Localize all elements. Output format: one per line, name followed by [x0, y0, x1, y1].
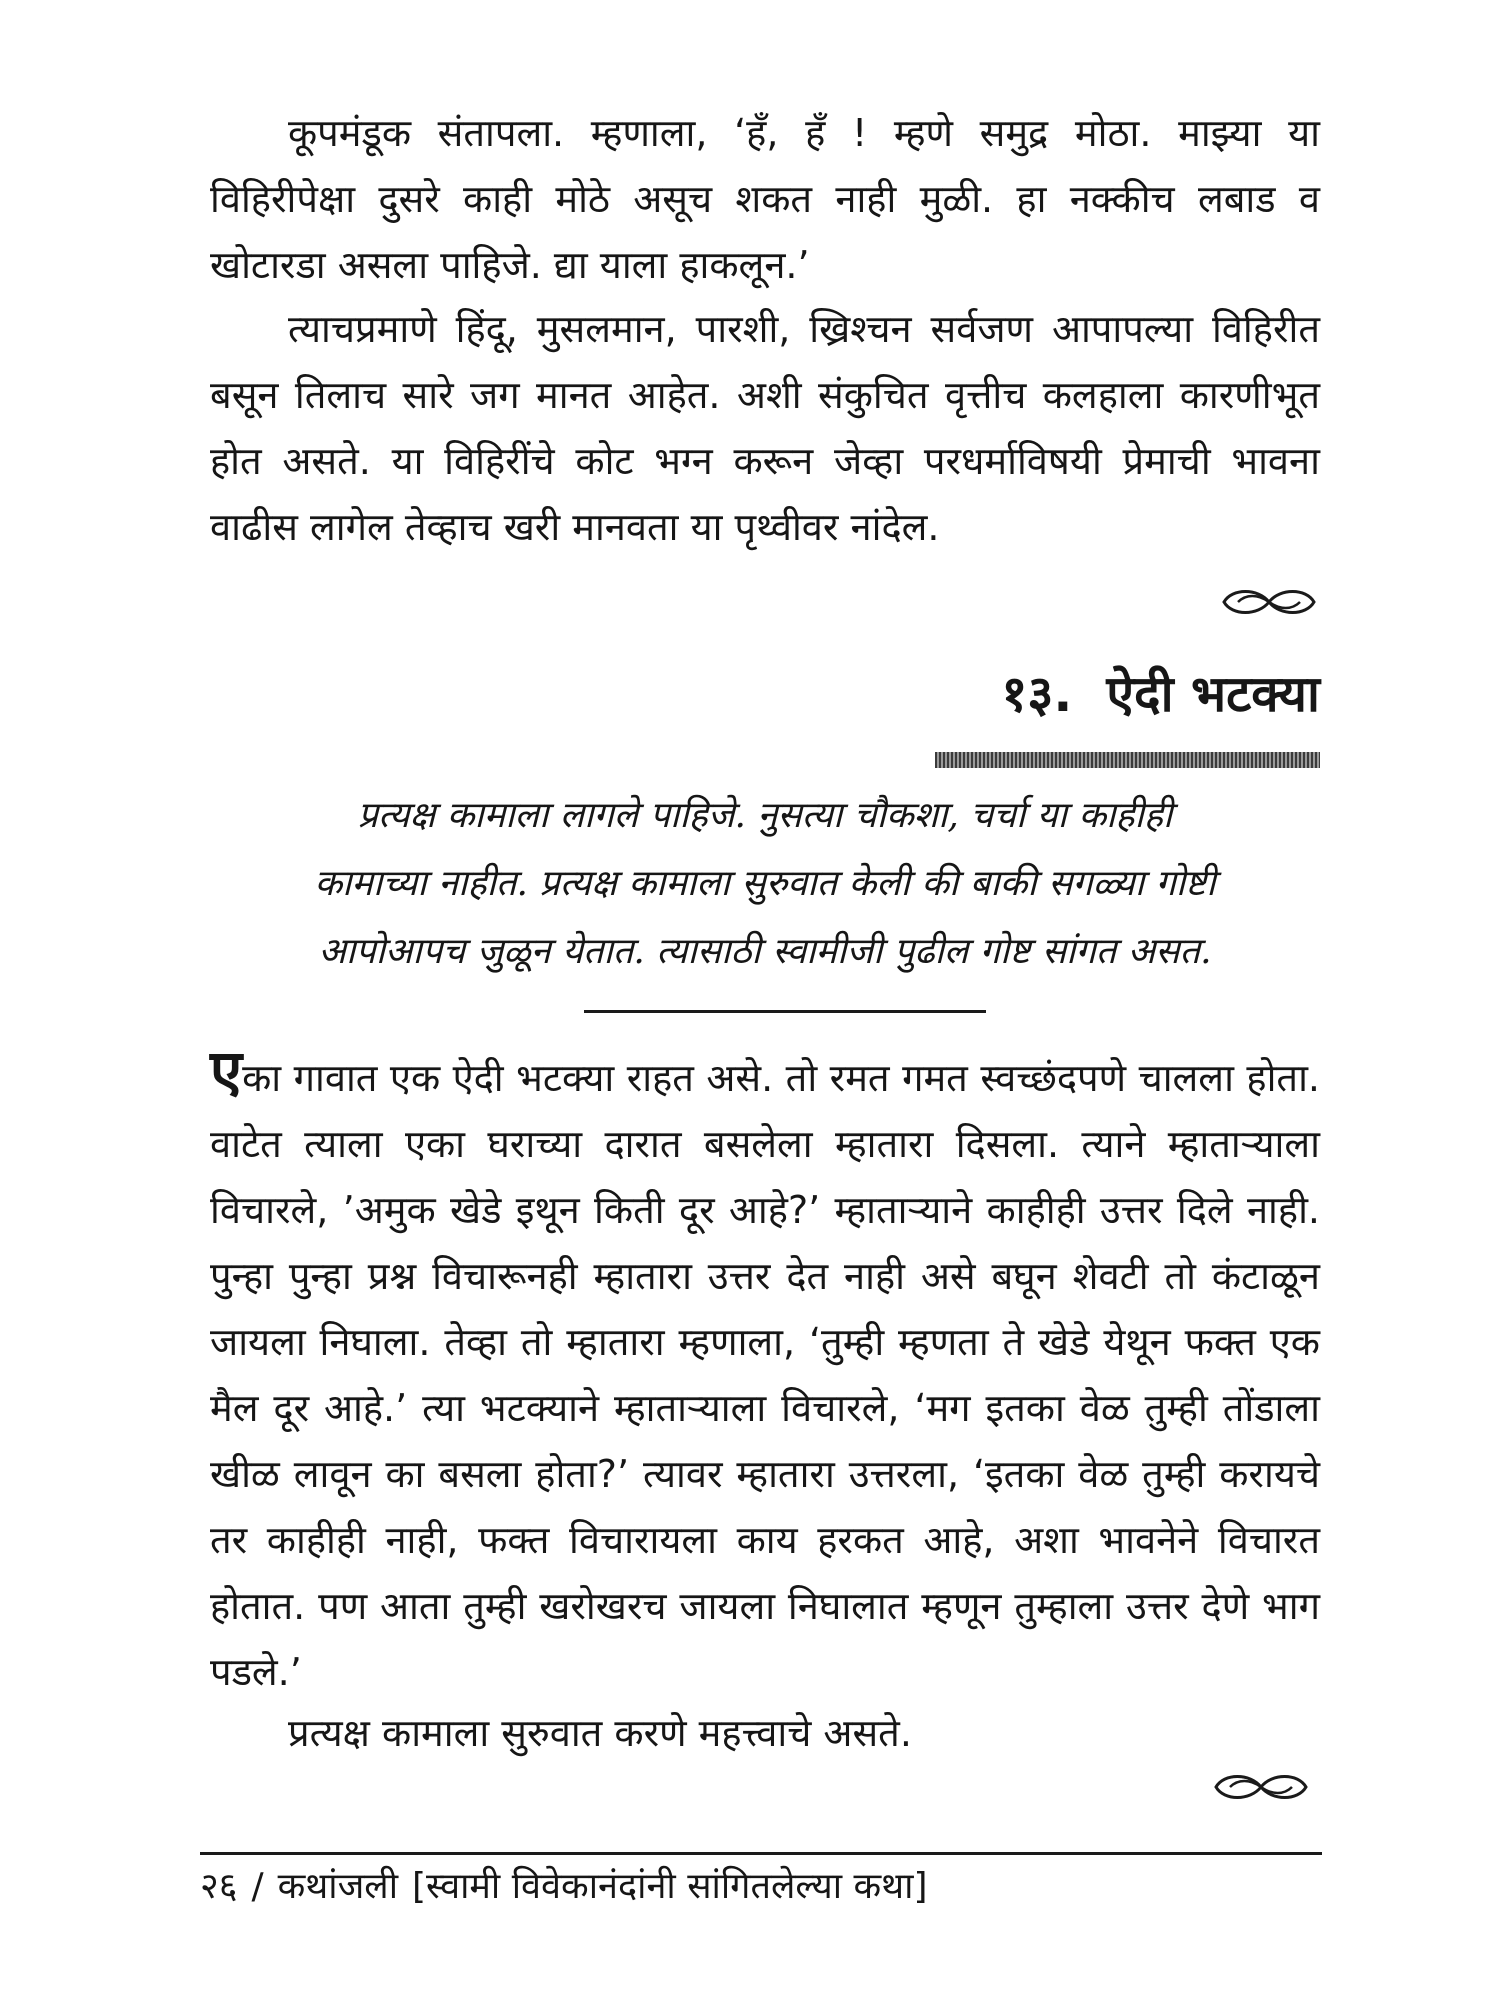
page-footer [200, 1862, 942, 1912]
paragraph-religions: त्याचप्रमाणे हिंदू, मुसलमान, पारशी, ख्रिश्चन सर्वजण आपापल्या विहिरीत बसून तिलाच सारे जग मानत आहेत. अशी संकुचित वृत्तीच कलहाला कारणीभूत होत असते. या विहिरींचे कोट भग्न करून जेव्हा परधर्माविषयी प्रेमाची भावना वाढीस लागेल तेव्हाच खरी मानवता या पृथ्वीवर नांदेल. [210, 307, 1320, 549]
section-end-ornament-icon [1218, 585, 1320, 619]
epigraph-line: कामाच्या नाहीत. प्रत्यक्ष कामाला सुरुवात केली की बाकी सगळ्या गोष्टी [314, 863, 1216, 904]
footer-separator: / [251, 1866, 264, 1907]
paragraph-kupmanduk: कूपमंडूक संतापला. म्हणाला, ‘हँ, हँ ! म्हणे समुद्र मोठा. माझ्या या विहिरीपेक्षा दुसरे काही मोठे असूच शकत नाही मुळी. हा नक्कीच लबाड व खोटारडा असला पाहिजे. द्या याला हाकलून.’ [210, 111, 1320, 287]
footer-rule [200, 1852, 1322, 1855]
story-body: का गावात एक ऐदी भटक्या राहत असे. तो रमत गमत स्वच्छंदपणे चालला होता. वाटेत त्याला एका घराच्या दारात बसलेला म्हातारा दिसला. त्याने म्हाताऱ्याला विचारले, ’अमुक खेडे इथून किती दूर आहे?’ म्हाताऱ्याने काहीही उत्तर दिले नाही. पुन्हा पुन्हा प्रश्न विचारूनही म्हातारा उत्तर देत नाही असे बघून शेवटी तो कंटाळून जायला निघाला. तेव्हा तो म्हातारा म्हणाला, ‘तुम्ही म्हणता ते खेडे येथून फक्त एक मैल दूर आहे.’ त्या भटक्याने म्हाताऱ्याला विचारले, ‘मग इतका वेळ तुम्ही तोंडाला खीळ लावून का बसला होता?’ त्यावर म्हातारा उत्तरला, ‘इतका वेळ तुम्ही करायचे तर काहीही नाही, फक्त विचारायला काय हरकत आहे, अशा भावनेने विचारत होतात. पण आता तुम्ही खरोखरच जायला निघालात म्हणून तुम्हाला उत्तर देणे भाग पडले.’ [210, 1056, 1320, 1694]
chapter-epigraph [210, 782, 1320, 986]
chapter-title: ऐदी भटक्या [1106, 665, 1320, 723]
story-paragraph [210, 1037, 1320, 1705]
chapter-number: १३. [1001, 665, 1073, 723]
epigraph-line: प्रत्यक्ष कामाला लागले पाहिजे. नुसत्या चौकशा, चर्चा या काहीही [357, 795, 1173, 836]
story-dropcap: ए [210, 1037, 243, 1105]
epigraph-line: आपोआपच जुळून येतात. त्यासाठी स्वामीजी पुढील गोष्ट सांगत असत. [318, 931, 1212, 972]
book-subtitle: [स्वामी विवेकानंदांनी सांगितलेल्या कथा] [412, 1866, 928, 1907]
story-end-ornament-icon [1210, 1770, 1312, 1804]
epigraph-divider [584, 1010, 986, 1013]
chapter-title-underline [935, 752, 1320, 768]
page-number: २६ [200, 1866, 238, 1907]
story-moral: प्रत्यक्ष कामाला सुरुवात करणे महत्त्वाचे असते. [288, 1711, 912, 1755]
chapter-heading [1001, 658, 1320, 726]
book-title: कथांजली [277, 1866, 399, 1907]
